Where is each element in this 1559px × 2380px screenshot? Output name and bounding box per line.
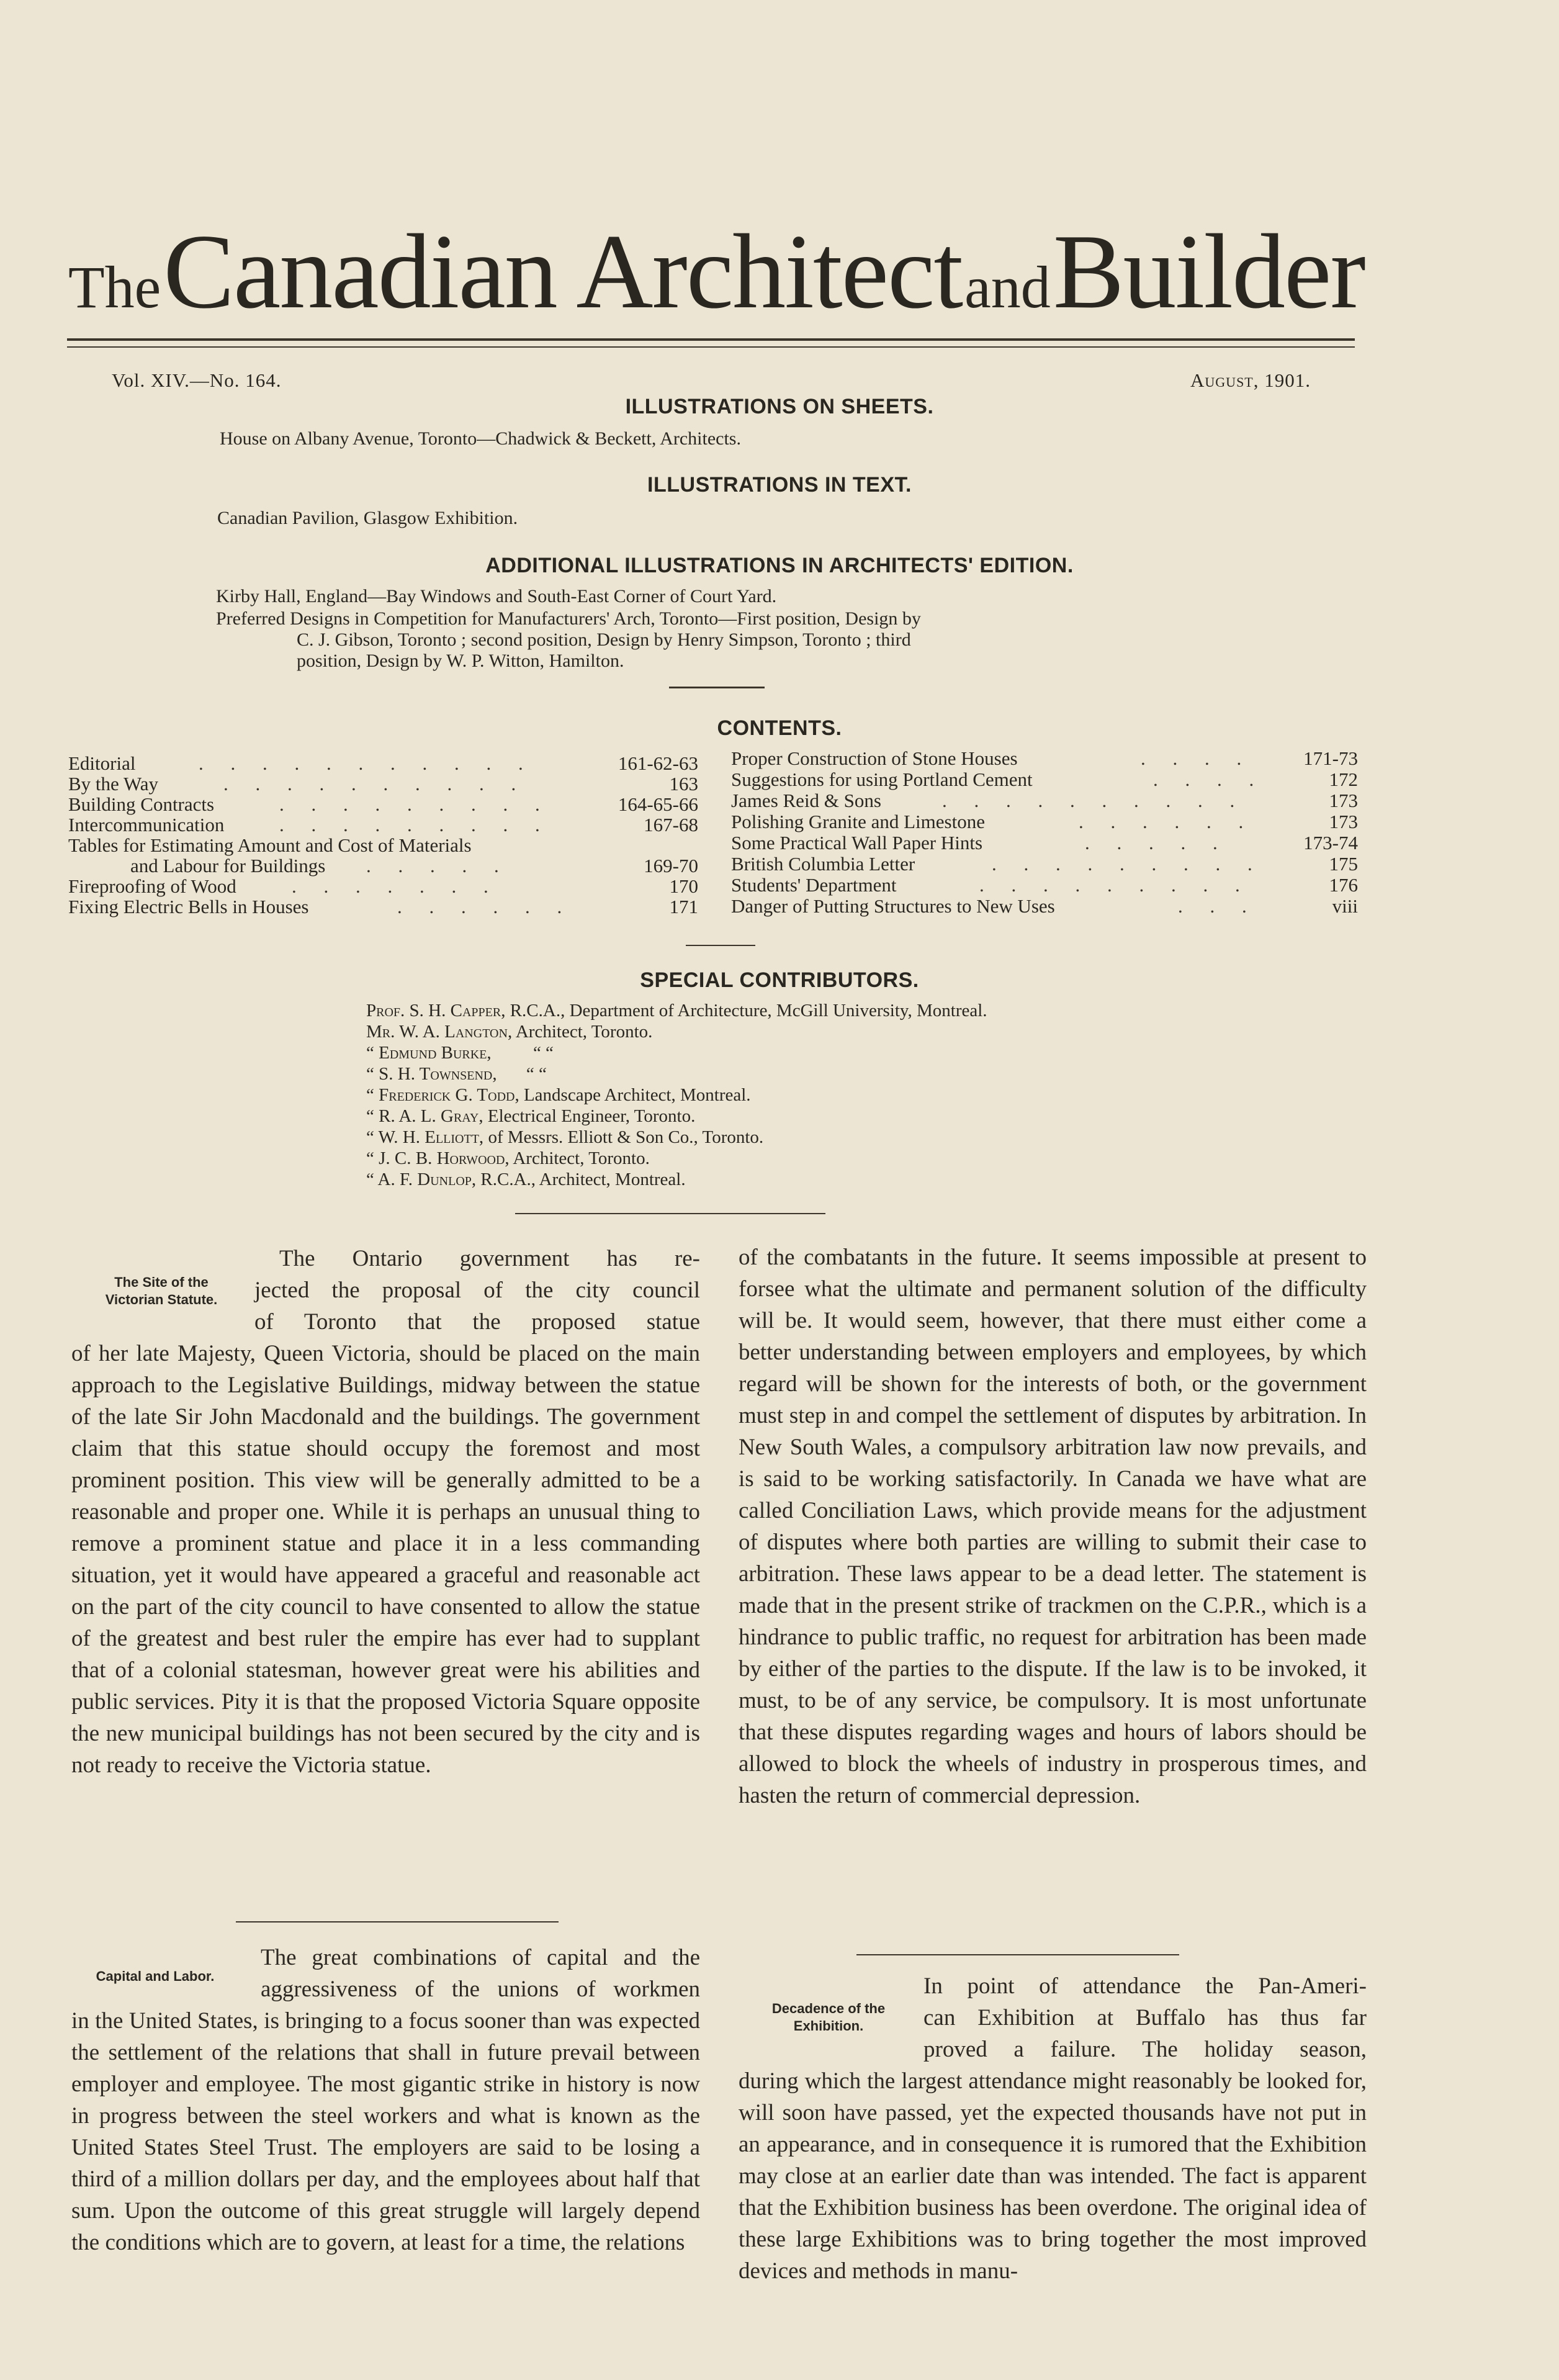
toc-entry: Suggestions for using Portland Cement . . . . 172: [731, 769, 1358, 790]
contributor-line: “ R. A. L. Gray, Electrical Engineer, Toronto.: [366, 1106, 696, 1126]
contributors-title: SPECIAL CONTRIBUTORS.: [640, 968, 919, 992]
article-capital-labor-lead: The great combinations of capital and the aggressiveness of the unions of workmen: [261, 1945, 700, 2002]
masthead-rule-bottom: [67, 346, 1355, 348]
volume-number: Vol. XIV.—No. 164.: [112, 369, 282, 391]
divider: [669, 687, 765, 688]
article-capital-labor-body: in the United States, is bringing to a focus sooner than was expected the settlement of the relations that shall in future prevail between employer and employee. The most gigantic strike in history is now in progress between the steel workers and what is known as the United States Steel Trust. The employers are said to be losing a third of a million dollars per day, and the employees about half that sum. Upon the outcome of this great struggle will largely depend the conditions which are to govern, at least for a time, the relations: [71, 2008, 700, 2255]
toc-entry: Fireproofing of Wood . . . . . . . 170: [68, 875, 698, 897]
additional-line-1: Kirby Hall, England—Bay Windows and South-East Corner of Court Yard.: [216, 586, 777, 606]
toc-entry: By the Way . . . . . . . . . . 163: [68, 773, 698, 795]
divider: [856, 1954, 1179, 1955]
toc-entry: Building Contracts . . . . . . . . . 164-65-66: [68, 793, 698, 815]
divider: [686, 945, 755, 946]
masthead-rule-top: [67, 338, 1355, 341]
toc-entry: Editorial . . . . . . . . . . . 161-62-63: [68, 752, 698, 774]
contributor-line: “ Edmund Burke, “ “: [366, 1043, 554, 1063]
issue-date: August, 1901.: [1190, 369, 1311, 391]
additional-line-3: C. J. Gibson, Toronto ; second position, Design by Henry Simpson, Toronto ; third: [297, 629, 911, 650]
additional-title: ADDITIONAL ILLUSTRATIONS IN ARCHITECTS' EDITION.: [485, 554, 1074, 577]
article-victorian-statue-body: of her late Majesty, Queen Victoria, should be placed on the main approach to the Legislative Buildings, midway between the statue of the late Sir John Macdonald and the buildings. The government claim that this statue should occupy the foremost and most prominent position. This view will be generally admitted to be a reasonable and proper one. While it is perhaps an unusual thing to remove a prominent statue and place it in a less commanding situation, yet it would have appeared a graceful and reasonable act on the part of the city council to have consented to allow the statue of the greatest and best ruler the empire has ever had to supplant that of a colonial statesman, however great were his abilities and public services. Pity it is that the proposed Victoria Square opposite the new municipal buildings has not been secured by the city and is not ready to receive the Victoria statue.: [71, 1341, 700, 1778]
contributor-line: “ Frederick G. Todd, Landscape Architect, Montreal.: [366, 1085, 751, 1105]
side-heading-exhibition: Decadence of the Exhibition.: [771, 2001, 886, 2034]
toc-entry: Tables for Estimating Amount and Cost of Materials: [68, 834, 472, 856]
toc-entry: Some Practical Wall Paper Hints . . . . . 173-74: [731, 832, 1358, 854]
contributor-line: Mr. W. A. Langton, Architect, Toronto.: [366, 1022, 653, 1042]
masthead-and: and: [964, 254, 1051, 320]
masthead-main: Canadian Architect: [163, 213, 963, 331]
contributor-line: “ J. C. B. Horwood, Architect, Toronto.: [366, 1148, 650, 1168]
illustrations-text-title: ILLUSTRATIONS IN TEXT.: [647, 473, 912, 497]
masthead: [68, 211, 1365, 335]
illustrations-text-line: Canadian Pavilion, Glasgow Exhibition.: [217, 508, 518, 528]
illustrations-sheets-line: House on Albany Avenue, Toronto—Chadwick & Beckett, Architects.: [220, 428, 741, 449]
side-heading-capital-labor: Capital and Labor.: [96, 1968, 215, 1984]
contributor-line: Prof. S. H. Capper, R.C.A., Department of Architecture, McGill University, Montreal.: [366, 1001, 987, 1021]
contributor-line: “ W. H. Elliott, of Messrs. Elliott & Son Co., Toronto.: [366, 1127, 764, 1147]
side-heading-victorian-statue: The Site of the Victorian Statute.: [105, 1274, 218, 1307]
toc-entry: Polishing Granite and Limestone . . . . . . 173: [731, 811, 1358, 832]
toc-entry: British Columbia Letter . . . . . . . . . 175: [731, 853, 1358, 875]
toc-entry: Fixing Electric Bells in Houses . . . . . . 171: [68, 896, 698, 917]
toc-entry: Students' Department . . . . . . . . . 176: [731, 874, 1358, 896]
toc-entry: Proper Construction of Stone Houses . . . . 171-73: [731, 747, 1358, 769]
additional-line-2: Preferred Designs in Competition for Manufacturers' Arch, Toronto—First position, Design by: [216, 608, 921, 629]
contents-title: CONTENTS.: [717, 716, 842, 740]
masthead-the: The: [68, 254, 161, 320]
toc-entry: and Labour for Buildings . . . . . 169-70: [130, 855, 698, 877]
toc-entry: Intercommunication . . . . . . . . . 167-68: [68, 814, 698, 836]
additional-line-4: position, Design by W. P. Witton, Hamilton.: [297, 651, 624, 671]
contributor-line: “ S. H. Townsend, “ “: [366, 1064, 547, 1084]
divider: [515, 1213, 825, 1214]
article-exhibition-body: during which the largest attendance might reasonably be looked for, will soon have passed, yet the expected thousands have not put in an appearance, and in consequence it is rumored that the Exhibition may close at an earlier date than was intended. The fact is apparent that the Exhibition business has been overdone. The original idea of these large Exhibitions was to bring together the most improved devices and methods in manu-: [739, 2068, 1367, 2284]
contributor-line: “ A. F. Dunlop, R.C.A., Architect, Montreal.: [366, 1170, 686, 1189]
article-continuation: of the combatants in the future. It seems impossible at present to forsee what the ultimate and permanent solution of the difficulty will be. It would seem, however, that there must either come a better understanding between employers and employees, by which regard will be shown for the interests of both, or the government must step in and compel the settlement of disputes by arbitration. In New South Wales, a compulsory arbitration law now prevails, and is said to be working satisfactorily. In Canada we have what are called Conciliation Laws, which provide means for the adjustment of disputes where both parties are willing to submit their case to arbitration. These laws appear to be a dead letter. The statement is made that in the present strike of trackmen on the C.P.R., which is a hindrance to public traffic, no request for arbitration has been made by either of the parties to the dispute. If the law is to be invoked, it must, to be of any service, be compulsory. It is most unfortunate that these disputes regarding wages and hours of labors should be allowed to block the wheels of industry in prosperous times, and hasten the return of commercial depression.: [739, 1245, 1367, 1808]
toc-entry: Danger of Putting Structures to New Uses . . . viii: [731, 895, 1358, 917]
masthead-builder: Builder: [1053, 213, 1365, 331]
article-victorian-statue-lead: The Ontario government has re- jected the proposal of the city council of Toronto that the proposed statue: [254, 1246, 700, 1335]
illustrations-sheets-title: ILLUSTRATIONS ON SHEETS.: [625, 395, 934, 418]
toc-entry: James Reid & Sons . . . . . . . . . . 173: [731, 790, 1358, 811]
divider: [236, 1921, 559, 1922]
article-exhibition-lead: In point of attendance the Pan-Ameri- can Exhibition at Buffalo has thus far proved a failure. The holiday season,: [923, 1973, 1367, 2062]
